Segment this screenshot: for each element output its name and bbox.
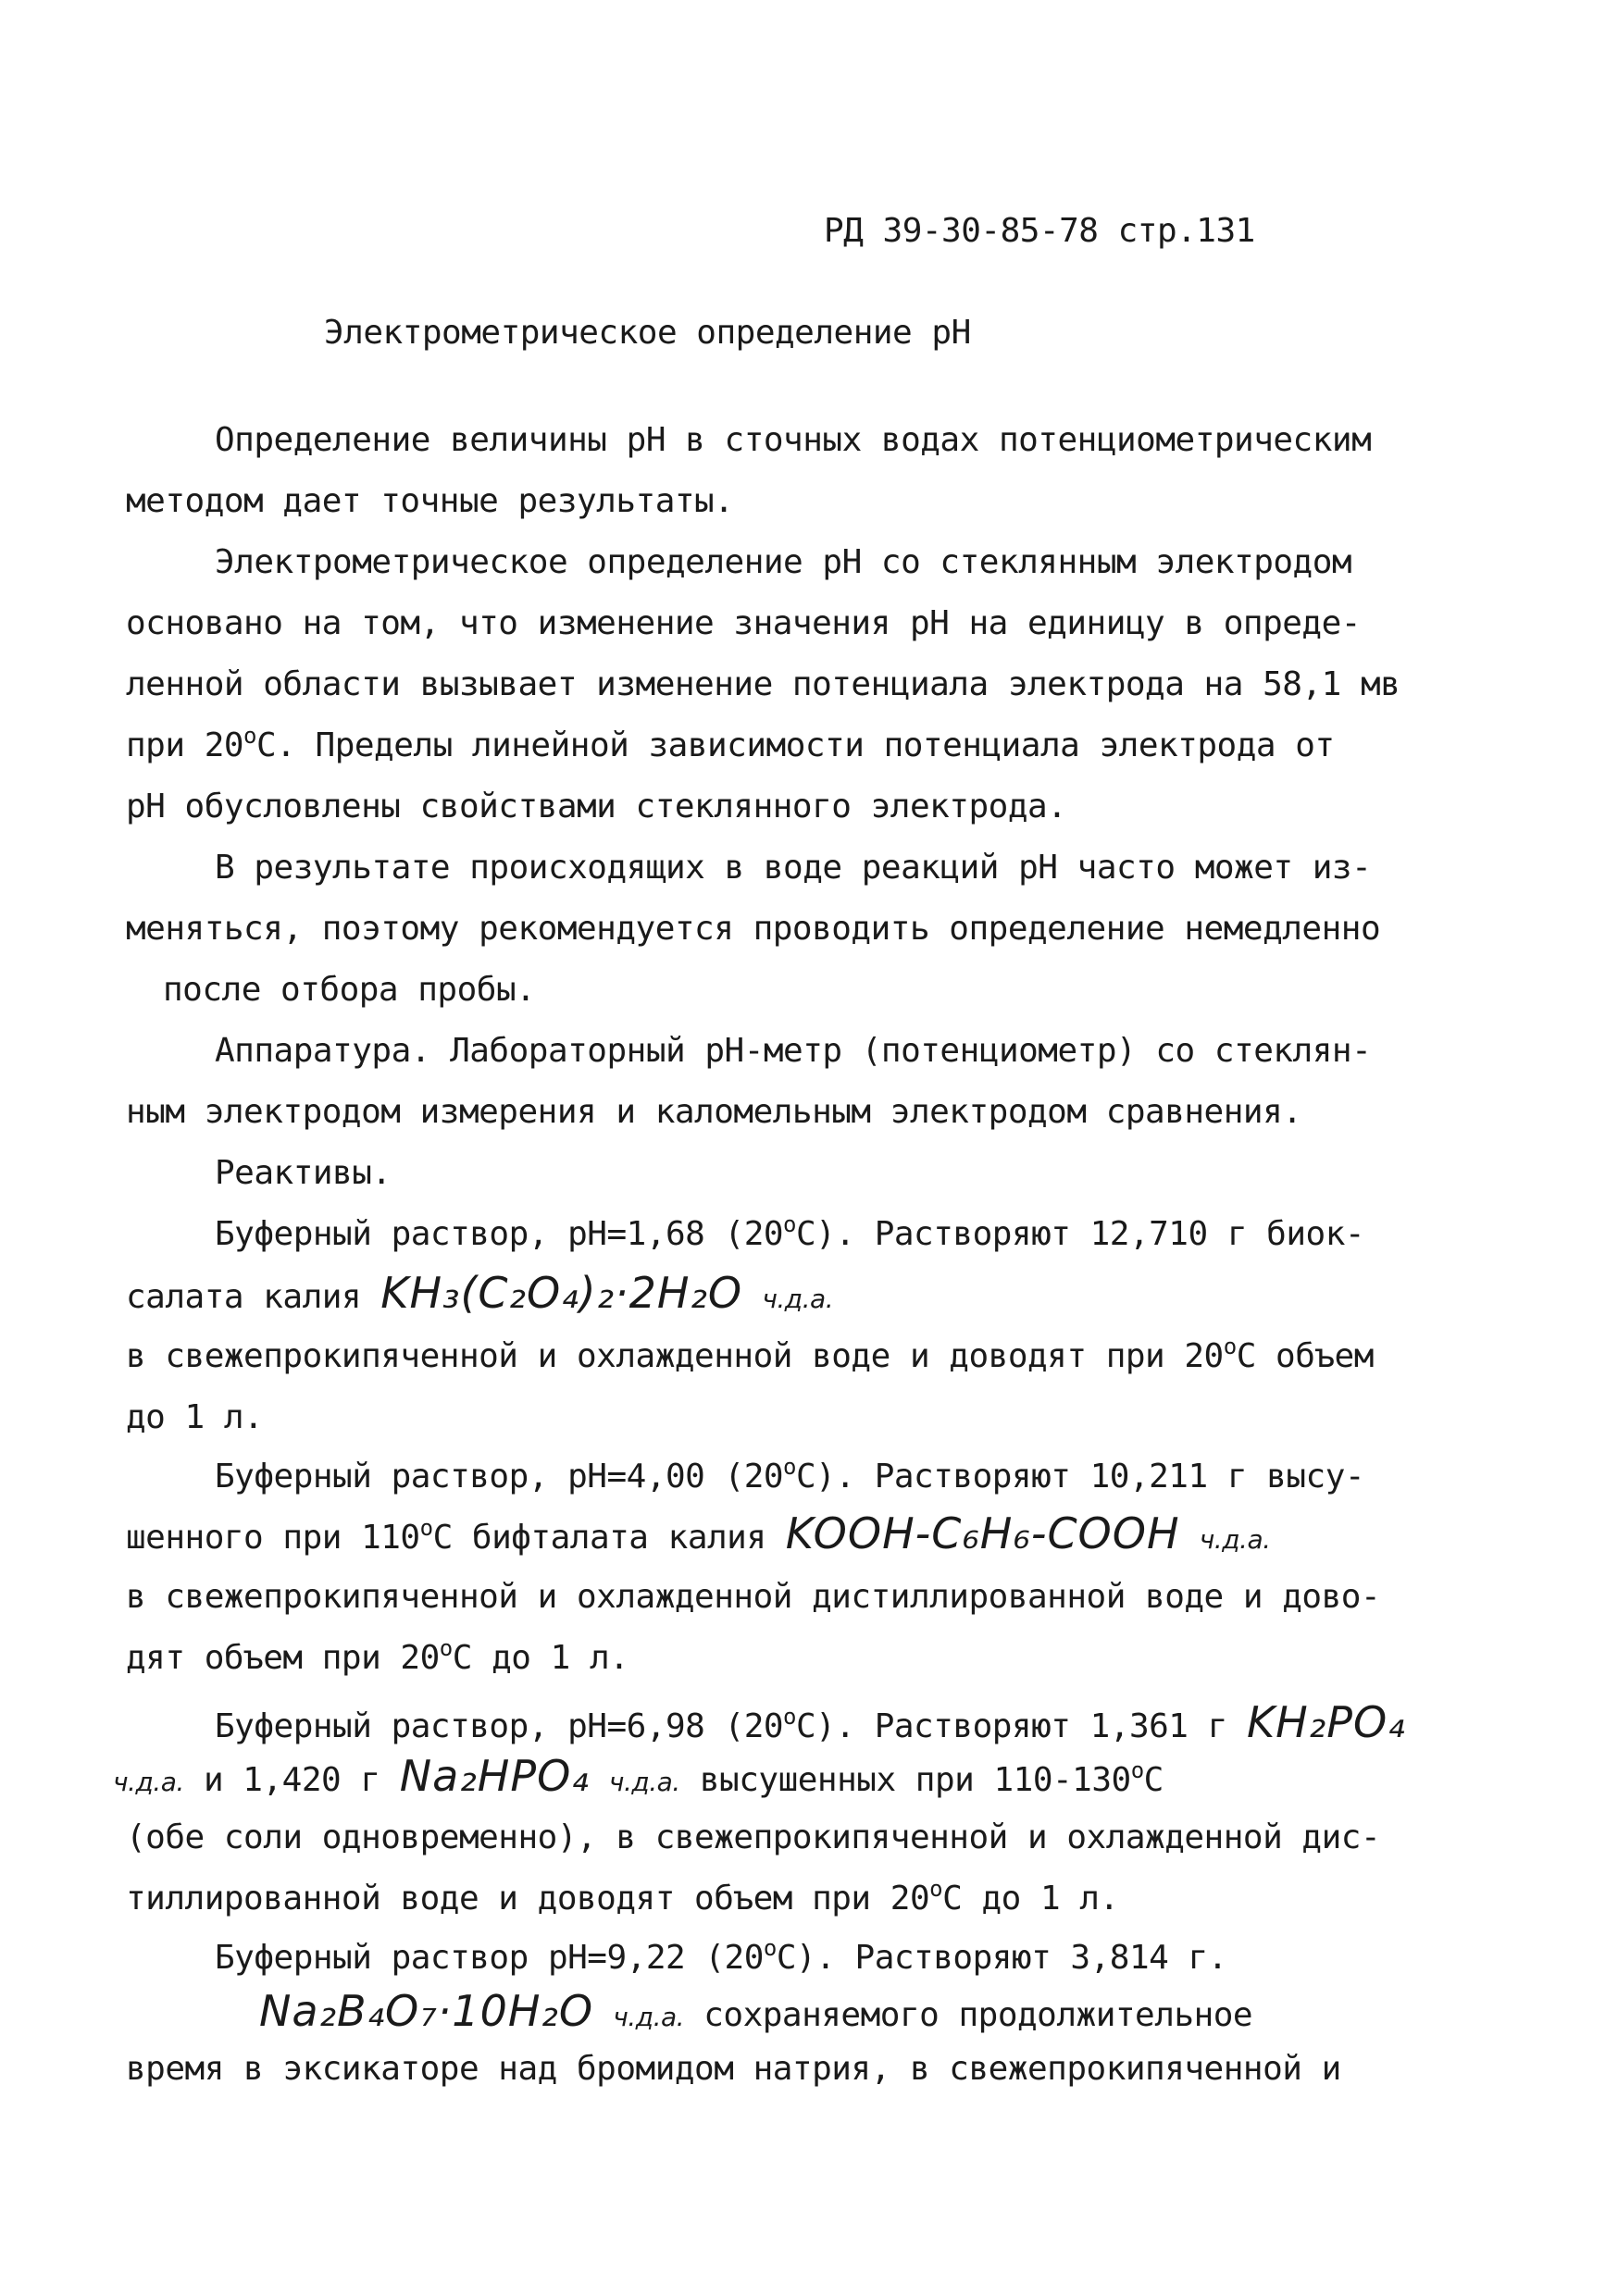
text-fragment: С до 1 л. xyxy=(452,1639,629,1677)
text-line xyxy=(126,1334,1374,1375)
text-line: время в эксикаторе над бромидом натрия, в свежепрокипяченной и xyxy=(126,2050,1341,2088)
text-line xyxy=(215,1697,1406,1747)
text-fragment: С). Растворяют 12,710 г биок- xyxy=(796,1215,1365,1253)
text-line: после отбора пробы. xyxy=(163,971,536,1009)
text-line xyxy=(215,1211,1365,1253)
text-fragment: шенного при 110 xyxy=(126,1519,420,1557)
text-line: до 1 л. xyxy=(126,1398,264,1436)
handwritten-formula: KH₃(C₂O₄)₂·2H₂O xyxy=(380,1268,743,1318)
text-fragment: С бифталата калия xyxy=(432,1519,766,1557)
handwritten-grade: ч.д.а. xyxy=(613,2002,685,2032)
degree-sign: о xyxy=(783,1704,796,1730)
text-fragment: Буферный раствор рН=9,22 (20 xyxy=(215,1939,764,1977)
text-fragment: С). Растворяют 1,361 г xyxy=(796,1707,1227,1745)
degree-sign: о xyxy=(783,1211,796,1237)
handwritten-formula: KOOH-C₆H₆-COOH xyxy=(785,1508,1180,1558)
text-fragment: дят объем при 20 xyxy=(126,1639,440,1677)
text-fragment: тиллированной воде и доводят объем при 20 xyxy=(126,1880,930,1917)
text-fragment: С объем xyxy=(1236,1337,1374,1375)
text-line: рН обусловлены свойствами стеклянного электрода. xyxy=(126,788,1067,825)
text-fragment: Буферный раствор, рН=6,98 (20 xyxy=(215,1707,784,1745)
text-fragment: С до 1 л. xyxy=(942,1880,1119,1917)
text-line: Определение величины рН в сточных водах потенциометрическим xyxy=(215,421,1372,459)
text-line xyxy=(126,723,1335,764)
text-line: в свежепрокипяченной и охлажденной дистиллированной воде и дово- xyxy=(126,1578,1381,1616)
text-fragment: С). Растворяют 3,814 г. xyxy=(776,1939,1227,1977)
text-line: ленной области вызывает изменение потенциала электрода на 58,1 мв xyxy=(126,665,1400,703)
text-line xyxy=(126,1508,1271,1558)
text-line xyxy=(113,1751,1164,1801)
text-line xyxy=(215,1935,1227,1977)
degree-sign: о xyxy=(1223,1334,1237,1359)
text-line: Аппаратура. Лабораторный рН-метр (потенциометр) со стеклян- xyxy=(215,1032,1372,1070)
text-fragment: салата калия xyxy=(126,1278,362,1316)
text-line: основано на том, что изменение значения рН на единицу в опреде- xyxy=(126,604,1361,642)
handwritten-grade: ч.д.а. xyxy=(762,1284,834,1314)
degree-sign: о xyxy=(439,1635,453,1661)
text-fragment: в свежепрокипяченной и охлажденной воде и доводят при 20 xyxy=(126,1337,1224,1375)
degree-sign: о xyxy=(419,1515,433,1541)
text-fragment: при 20 xyxy=(126,726,244,764)
text-line: ным электродом измерения и каломельным электродом сравнения. xyxy=(126,1093,1302,1131)
handwritten-grade: ч.д.а. xyxy=(608,1767,680,1797)
text-fragment: сохраняемого продолжительное xyxy=(703,1996,1253,2034)
text-fragment: Буферный раствор, рН=4,00 (20 xyxy=(215,1458,784,1496)
handwritten-formula: Na₂HPO₄ xyxy=(399,1751,590,1801)
page-header: РД 39-30-85-78 стр.131 xyxy=(824,212,1255,250)
degree-sign: о xyxy=(1130,1757,1144,1783)
handwritten-formula: KH₂PO₄ xyxy=(1247,1697,1406,1747)
degree-sign: о xyxy=(763,1935,777,1961)
text-line xyxy=(259,1986,1253,2036)
text-fragment: высушенных при 110-130 xyxy=(699,1761,1131,1799)
degree-sign: о xyxy=(243,723,256,749)
text-line: Электрометрическое определение рН со стеклянным электродом xyxy=(215,543,1352,581)
text-fragment: С). Растворяют 10,211 г высу- xyxy=(796,1458,1365,1496)
text-line xyxy=(126,1268,834,1318)
handwritten-formula: Na₂B₄O₇·10H₂O xyxy=(259,1986,594,2036)
section-title: Электрометрическое определение рН xyxy=(324,314,971,352)
text-fragment: и 1,420 г xyxy=(203,1761,380,1799)
text-line: меняться, поэтому рекомендуется проводить определение немедленно xyxy=(126,910,1381,948)
text-line: (обе соли одновременно), в свежепрокипяченной и охлажденной дис- xyxy=(126,1818,1381,1856)
text-line xyxy=(215,1454,1365,1496)
text-line xyxy=(126,1876,1119,1917)
text-fragment: Буферный раствор, рН=1,68 (20 xyxy=(215,1215,784,1253)
text-line: В результате происходящих в воде реакций рН часто может из- xyxy=(215,849,1372,887)
text-line: Реактивы. xyxy=(215,1154,392,1192)
degree-sign: о xyxy=(929,1876,943,1902)
text-line: методом дает точные результаты. xyxy=(126,482,734,520)
handwritten-grade: ч.д.а. xyxy=(1199,1524,1271,1555)
text-line xyxy=(126,1635,629,1677)
text-fragment: С. Пределы линейной зависимости потенциала электрода от xyxy=(256,726,1335,764)
handwritten-grade: ч.д.а. xyxy=(113,1767,184,1797)
degree-sign: о xyxy=(783,1454,796,1480)
text-fragment: С xyxy=(1143,1761,1164,1799)
